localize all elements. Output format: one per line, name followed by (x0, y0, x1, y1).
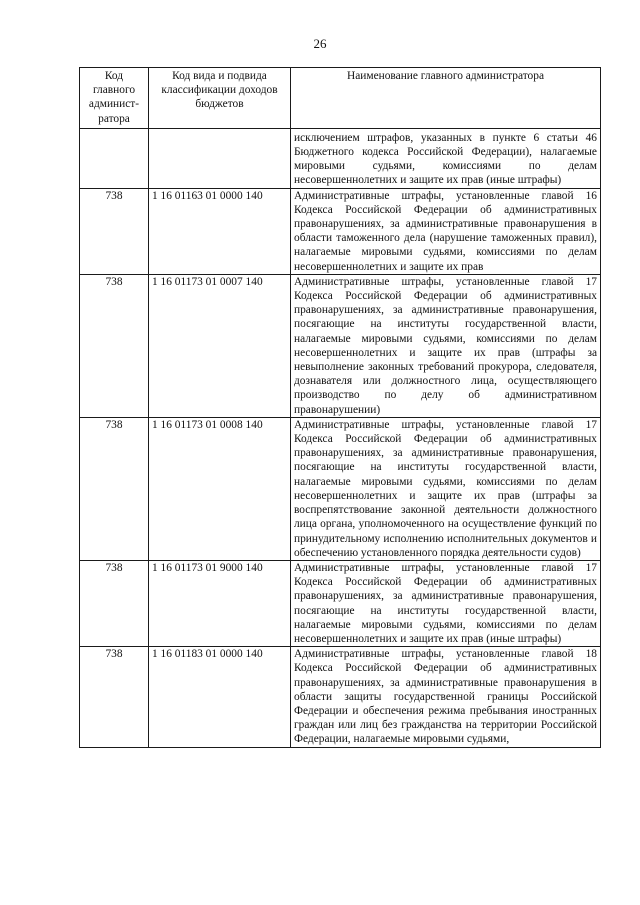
admin-code-cell: 738 (80, 188, 149, 274)
revenue-code-cell: 1 16 01173 01 0008 140 (149, 417, 291, 560)
revenue-administrators-table (79, 67, 601, 748)
header-admin-code: Код главного админист-ратора (80, 68, 149, 129)
table-row (80, 647, 601, 747)
page-number: 26 (313, 36, 327, 51)
admin-code-cell: 738 (80, 417, 149, 560)
admin-name-cell: Административные штрафы, установленные главой 18 Кодекса Российской Федерации об административных правонарушениях, за административные правонарушения в области защиты государственной границы Российской Федерации и обеспечения режима пребывания иностранных граждан или лиц без гражданства на территории Российской Федерации, налагаемые мировыми судьями, (291, 647, 601, 747)
revenue-code-cell: 1 16 01173 01 0007 140 (149, 274, 291, 417)
header-admin-name: Наименование главного администратора (291, 68, 601, 129)
admin-name-cell: Административные штрафы, установленные главой 17 Кодекса Российской Федерации об административных правонарушениях, за административные правонарушения, посягающие на институты государственной власти, налагаемые мировыми судьями, комиссиями по делам несовершеннолетних и защите их прав (штрафы за невыполнение законных требований прокурора, следователя, дознавателя или должностного лица, осуществляющего производство по делу об административном правонарушении) (291, 274, 601, 417)
admin-name-cell: Административные штрафы, установленные главой 17 Кодекса Российской Федерации об административных правонарушениях, за административные правонарушения, посягающие на институты государственной власти, налагаемые мировыми судьями, комиссиями по делам несовершеннолетних и защите их прав (штрафы за воспрепятствование законной деятельности должностного лица органа, уполномоченного на осуществление функций по принудительному исполнению исполнительных документов и обеспечению установленного порядка деятельности судов) (291, 417, 601, 560)
admin-code-cell: 738 (80, 560, 149, 646)
admin-code-cell (80, 128, 149, 188)
table-row (80, 274, 601, 417)
revenue-code-cell: 1 16 01173 01 9000 140 (149, 560, 291, 646)
admin-code-cell: 738 (80, 274, 149, 417)
table-row (80, 128, 601, 188)
table-row (80, 417, 601, 560)
admin-code-cell: 738 (80, 647, 149, 747)
revenue-code-cell: 1 16 01163 01 0000 140 (149, 188, 291, 274)
table-header-row (80, 68, 601, 129)
revenue-code-cell: 1 16 01183 01 0000 140 (149, 647, 291, 747)
admin-name-cell: Административные штрафы, установленные главой 17 Кодекса Российской Федерации об административных правонарушениях, за административные правонарушения, посягающие на институты государственной власти, налагаемые мировыми судьями, комиссиями по делам несовершеннолетних и защите их прав (иные штрафы) (291, 560, 601, 646)
admin-name-cell: Административные штрафы, установленные главой 16 Кодекса Российской Федерации об административных правонарушениях, за административные правонарушения в области таможенного дела (нарушение таможенных правил), налагаемые мировыми судьями, комиссиями по делам несовершеннолетних и защите их прав (291, 188, 601, 274)
header-revenue-code: Код вида и подвида классификации доходов бюджетов (149, 68, 291, 129)
admin-name-cell: исключением штрафов, указанных в пункте 6 статьи 46 Бюджетного кодекса Российской Федерации), налагаемые мировыми судьями, комиссиями по делам несовершеннолетних и защите их прав (иные штрафы) (291, 128, 601, 188)
revenue-code-cell (149, 128, 291, 188)
table-row (80, 560, 601, 646)
table-row (80, 188, 601, 274)
